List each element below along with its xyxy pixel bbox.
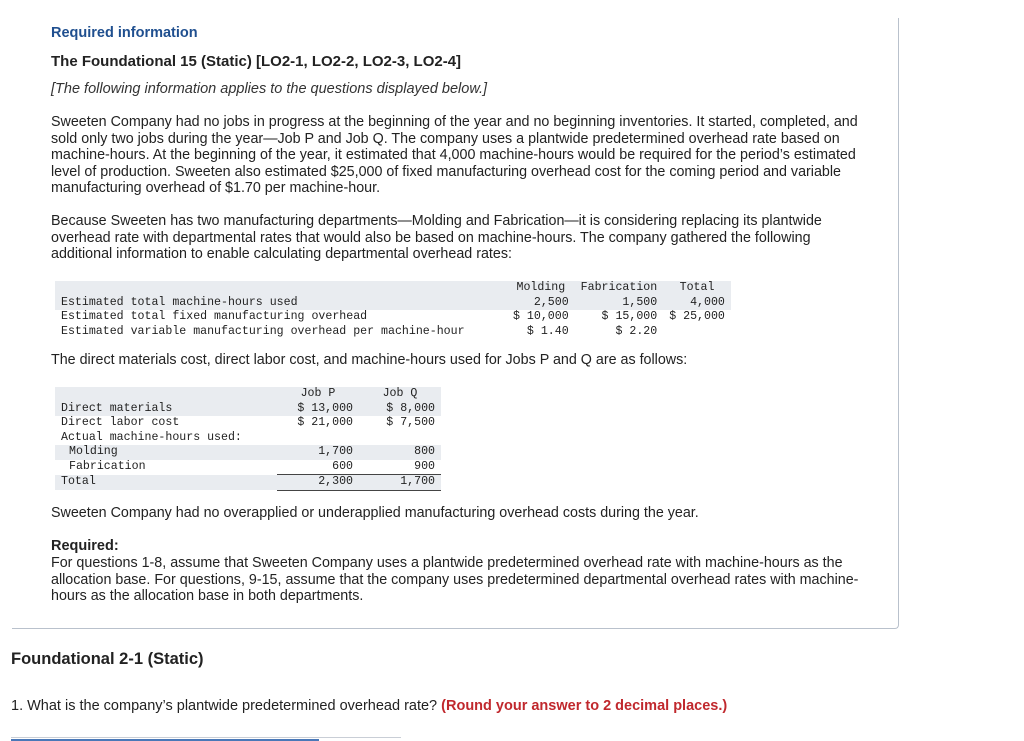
- problem-title: The Foundational 15 (Static) [LO2-1, LO2-2, LO2-3, LO2-4]: [51, 53, 462, 70]
- table-row: [55, 460, 441, 475]
- paragraph-no-over-under: Sweeten Company had no overapplied or underapplied manufacturing overhead costs during the year.: [51, 505, 699, 521]
- question-1: [11, 698, 727, 714]
- row-label: Estimated variable manufacturing overhead per machine-hour: [61, 324, 465, 338]
- row-label: Estimated total fixed manufacturing overhead: [61, 310, 368, 323]
- paragraph-company-info: Sweeten Company had no jobs in progress at the beginning of the year and no beginning inventories. It started, completed, and sold only two jobs during the year—Job P and Job Q. The company uses a plantwide predetermined overhead rate based on machine-hours. At the beginning of the year, it estimated that 4,000 machine-hours would be required for the period’s estimated level of production. Sweeten also estimated $25,000 of fixed manufacturing overhead cost for the coming period and variable manufacturing overhead of $1.70 per machine-hour.: [51, 114, 858, 197]
- section-title: Foundational 2-1 (Static): [11, 650, 204, 668]
- cell-value: [359, 431, 441, 446]
- row-label: Total: [55, 475, 277, 491]
- table-row: [55, 325, 731, 340]
- job-costs-table: [55, 387, 441, 491]
- column-header: Job Q: [359, 387, 441, 402]
- cell-value: $ 25,000: [669, 310, 725, 323]
- cell-value: 1,500: [575, 296, 664, 311]
- paragraph-job-costs: The direct materials cost, direct labor cost, and machine-hours used for Jobs P and Q are as follows:: [51, 352, 688, 368]
- table-row: [55, 296, 731, 311]
- cell-value: $ 13,000: [277, 402, 359, 417]
- cell-value: $ 2.20: [615, 324, 658, 338]
- paragraph-required: For questions 1-8, assume that Sweeten Company uses a plantwide predetermined overhead rate with machine-hours as the allocation base. For questions, 9-15, assume that the company uses predetermined departmental overhead rates with machine-hours as the allocation base in both departments.: [51, 555, 859, 605]
- cell-value: 2,300: [277, 475, 359, 491]
- cell-value: 1,700: [359, 475, 441, 491]
- column-header: Total: [663, 281, 731, 296]
- required-label: Required:: [51, 538, 119, 554]
- cell-value: 600: [277, 460, 359, 475]
- table-row: [55, 310, 731, 325]
- column-header: Fabrication: [575, 281, 664, 296]
- cell-value: 2,500: [507, 296, 575, 311]
- cell-value: $ 10,000: [513, 310, 569, 323]
- cell-value: 900: [359, 460, 441, 475]
- row-label: Fabrication: [69, 459, 146, 473]
- table-row: [55, 475, 441, 491]
- column-header: Job P: [277, 387, 359, 402]
- table-row: [55, 416, 441, 431]
- info-note: [The following information applies to the questions displayed below.]: [51, 81, 488, 97]
- cell-value: $ 21,000: [297, 416, 353, 429]
- table-row: [55, 402, 441, 417]
- row-label: Direct labor cost: [61, 416, 180, 429]
- table-row: [55, 445, 441, 460]
- row-label: Direct materials: [55, 402, 277, 417]
- cell-value: $ 15,000: [601, 310, 658, 323]
- cell-value: $ 8,000: [359, 402, 441, 417]
- required-information-heading: Required information: [51, 25, 198, 41]
- cell-value: 800: [359, 445, 441, 460]
- departmental-estimates-table: [55, 281, 731, 339]
- cell-value: [277, 431, 359, 446]
- table-header-row: [55, 281, 731, 296]
- row-label: Estimated total machine-hours used: [55, 296, 507, 311]
- paragraph-departments: Because Sweeten has two manufacturing departments—Molding and Fabrication—it is considering replacing its plantwide overhead rate with departmental rates that would also be based on machine-hours. The company gathered the following additional information to enable calculating departmental overhead rates:: [51, 213, 822, 263]
- answer-area-divider: [11, 737, 401, 738]
- cell-value: 4,000: [663, 296, 731, 311]
- cell-value: $ 7,500: [386, 416, 435, 429]
- question-text: 1. What is the company’s plantwide predetermined overhead rate?: [11, 698, 438, 714]
- column-header: Molding: [507, 281, 575, 296]
- cell-value: $ 1.40: [526, 324, 569, 338]
- row-label: Molding: [55, 445, 277, 460]
- rounding-instruction: (Round your answer to 2 decimal places.): [441, 698, 728, 714]
- cell-value: 1,700: [277, 445, 359, 460]
- cell-value: [663, 325, 731, 340]
- row-label: Actual machine-hours used:: [61, 430, 242, 444]
- table-row: [55, 431, 441, 446]
- table-header-row: [55, 387, 441, 402]
